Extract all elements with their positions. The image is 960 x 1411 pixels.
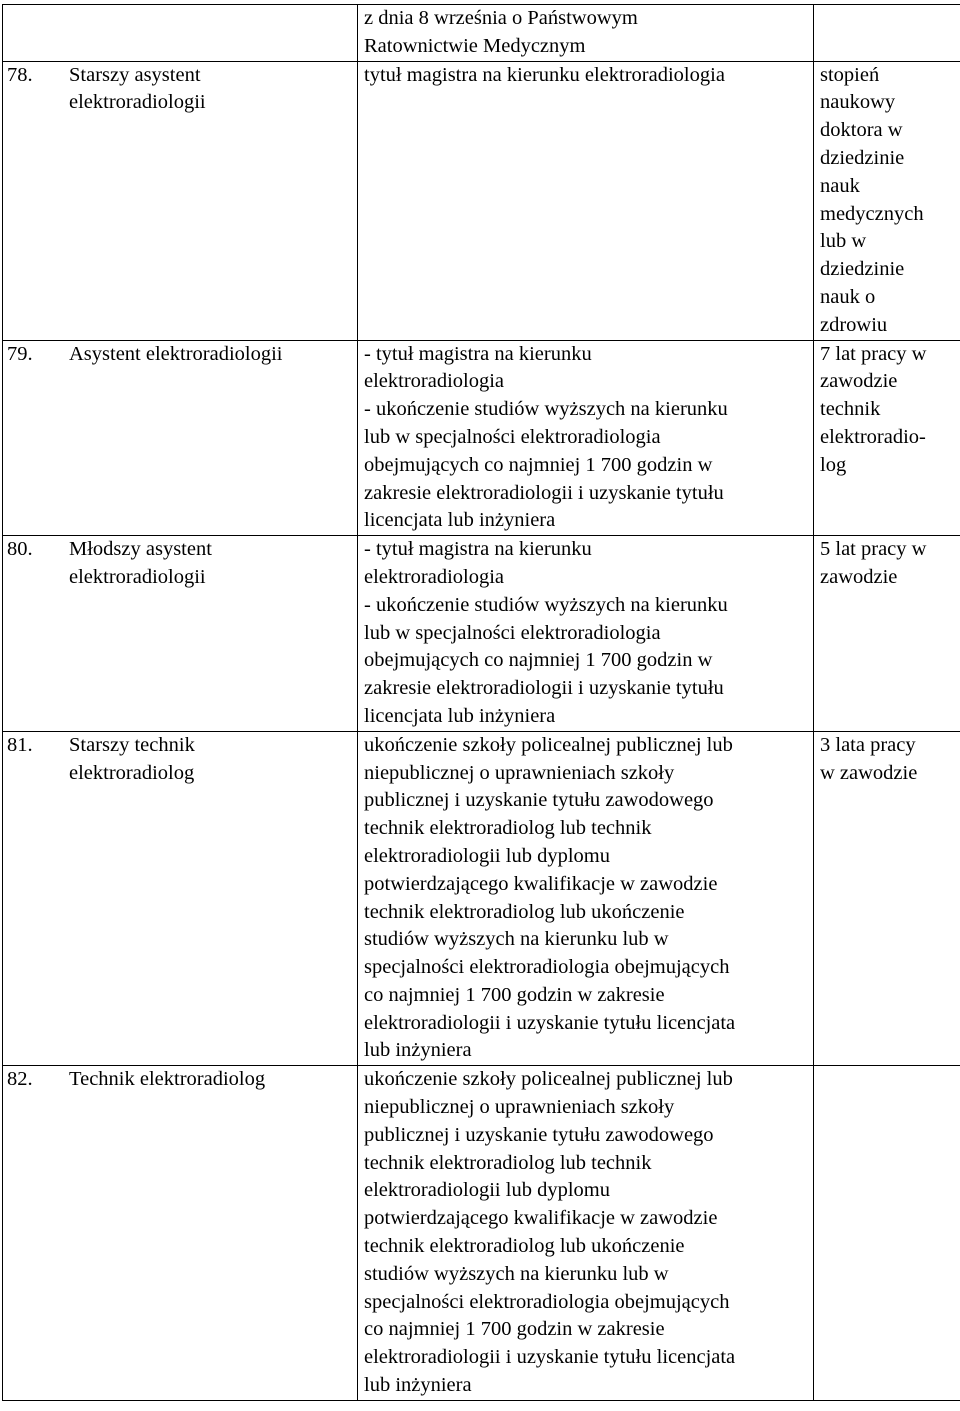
position-cell [3,1066,358,1401]
experience-cell [814,5,960,62]
position-cell [3,536,358,732]
table-row [3,5,960,62]
experience-requirement: 3 lata pracy w zawodzie [820,733,918,784]
education-cell [358,5,814,62]
position-cell [3,5,358,62]
education-requirement: ukończenie szkoły policealnej publicznej lub niepublicznej o uprawnieniach szkoły publicznej i uzyskanie tytułu zawodowego technik elektroradiolog lub technik elektroradiologii lub dyplomu potwierdzającego kwalifikacje w zawodzie technik elektroradiolog lub ukończenie studiów wyższych na kierunku lub w specjalności elektroradiologia obejmujących co najmniej 1 700 godzin w zakresie elektroradiologii i uzyskanie tytułu licencjata lub inżyniera [364,733,736,1062]
qualifications-table [2,4,960,1401]
education-cell [358,731,814,1066]
table-row [3,1066,960,1401]
row-number: 79. [7,342,33,365]
row-number: 78. [7,63,33,86]
education-requirement: ukończenie szkoły policealnej publicznej lub niepublicznej o uprawnieniach szkoły publicznej i uzyskanie tytułu zawodowego technik elektroradiolog lub technik elektroradiologii lub dyplomu potwierdzającego kwalifikacje w zawodzie technik elektroradiolog lub ukończenie studiów wyższych na kierunku lub w specjalności elektroradiologia obejmujących co najmniej 1 700 godzin w zakresie elektroradiologii i uzyskanie tytułu licencjata lub inżyniera [364,1068,736,1397]
position-name: Starszy technik elektroradiolog [69,733,195,784]
position-name: Technik elektroradiolog [69,1068,266,1091]
table-row [3,61,960,340]
education-requirement: - tytuł magistra na kierunku elektroradiologia - ukończenie studiów wyższych na kierunku lub w specjalności elektroradiologia obejmujących co najmniej 1 700 godzin w zakresie elektroradiologii i uzyskanie tytułu licencjata lub inżyniera [364,342,728,532]
education-requirement: - tytuł magistra na kierunku elektroradiologia - ukończenie studiów wyższych na kierunku lub w specjalności elektroradiologia obejmujących co najmniej 1 700 godzin w zakresie elektroradiologii i uzyskanie tytułu licencjata lub inżyniera [364,538,728,727]
position-cell [3,731,358,1066]
row-number: 80. [7,538,33,561]
education-cell [358,340,814,536]
position-cell [3,61,358,340]
experience-cell [814,536,960,732]
education-cell [358,1066,814,1401]
table-row [3,536,960,732]
row-number: 82. [7,1068,33,1091]
education-cell [358,536,814,732]
experience-cell [814,61,960,340]
education-requirement: tytuł magistra na kierunku elektroradiologia [364,63,725,86]
experience-requirement: stopień naukowy doktora w dziedzinie nauk medycznych lub w dziedzinie nauk o zdrowiu [820,63,924,336]
experience-requirement: 7 lat pracy w zawodzie technik elektroradio- log [820,342,927,476]
education-requirement: z dnia 8 września o Państwowym Ratownictwie Medycznym [364,7,638,57]
position-cell [3,340,358,536]
row-number: 81. [7,733,33,756]
education-cell [358,61,814,340]
experience-cell [814,731,960,1066]
table-row [3,340,960,536]
table-row [3,731,960,1066]
experience-cell [814,1066,960,1401]
experience-cell [814,340,960,536]
position-name: Młodszy asystent elektroradiologii [69,538,212,588]
position-name: Starszy asystent elektroradiologii [69,63,206,114]
position-name: Asystent elektroradiologii [69,342,283,365]
experience-requirement: 5 lat pracy w zawodzie [820,538,927,588]
